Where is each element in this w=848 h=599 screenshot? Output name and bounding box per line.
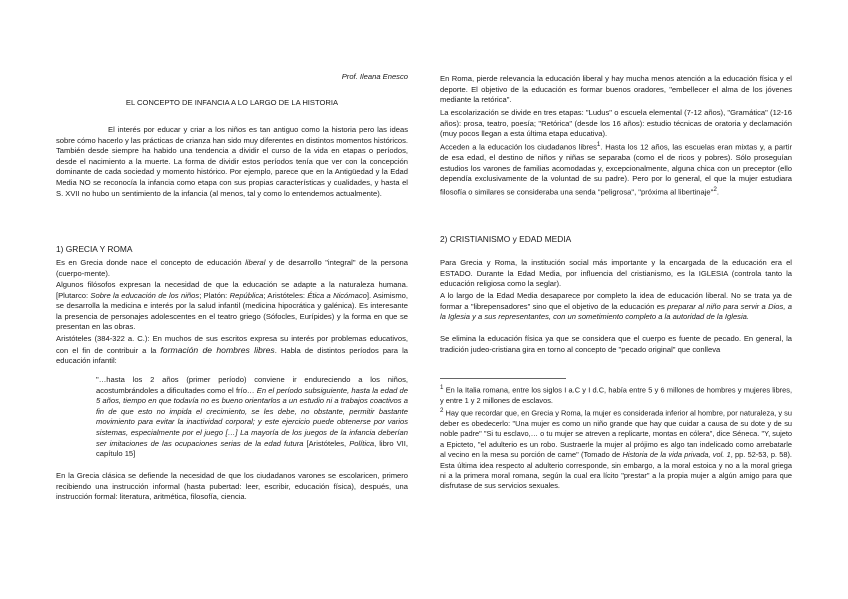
paragraph-acceso-educacion: Acceden a la educación los ciudadanos libres$^1$. Hasta los 12 años, las escuelas eran mixtas y, a partir de esa edad, el destino de niños y niñas se separaba (como el de ricos y pobres). Sólo proseguían estudios los varones de familias acomodadas y, excepcionalmente, alguna chica con un preceptor (ello dependía exclusivamente de la voluntad de su padre). Pero por lo general, el que la mujer estudiara filosofía o similares se consideraba una senda "peligrosa", "próxima al libertinaje"$^2$. — [440, 141, 792, 197]
footnote-1: $^1$ En la Italia romana, entre los siglos I a.C y I d.C, había entre 5 y 6 millones de hombres y mujeres libres, y entre 1 y 2 millones de esclavos. — [440, 384, 792, 405]
aristotle-quote: "…hasta los 2 años (primer período) conviene ir endureciendo a los niños, acostumbrándoles a dificultades como el frío… En el período subsiguiente, hasta la edad de 5 años, tiempo en que todavía no es bueno orientarlos a un estudio ni a trabajos coactivos a fin de que esto no impida el crecimiento, se les debe, no obstante, permitir bastante movimiento para evitar la inactividad corporal; y este ejercicio puede obtenerse por varios sistemas, especialmente por el juego […] La mayoría de los juegos de la infancia deberían ser imitaciones de las ocupaciones serias de la edad futura [Aristóteles, Política, libro VII, capítulo 15] — [96, 375, 408, 459]
footnote-divider — [440, 378, 566, 379]
paragraph-estado-iglesia: Para Grecia y Roma, la institución social más importante y la encargada de la educación era el ESTADO. Durante la Edad Media, por influencia del cristianismo, es la IGLESIA (controla tanto la educación religiosa como la seglar). — [440, 258, 792, 289]
document-title: EL CONCEPTO DE INFANCIA A LO LARGO DE LA HISTORIA — [125, 98, 339, 107]
paragraph-escolarizacion: La escolarización se divide en tres etapas: "Ludus" o escuela elemental (7-12 años), "Gramática" (12-16 años): prosa, teatro, poesía; "Retórica" (desde los 16 años): estudio técnicas de oratoria y declamación (muy pocos llegan a esta última etapa educativa). — [440, 108, 792, 139]
section-heading-cristianismo: 2) CRISTIANISMO y EDAD MEDIA — [440, 234, 572, 244]
footnote-ref-1: 1 — [596, 141, 601, 148]
paragraph-educacion-liberal: A lo largo de la Edad Media desaparece por completo la idea de educación liberal. No se trata ya de formar a "librepensadores" sino que el objetivo de la educación es preparar al niño para servir a Dios, a la Iglesia y a sus representantes, con un sometimiento completo a la autoridad de la Iglesia. — [440, 291, 792, 322]
section-heading-grecia-roma: 1) GRECIA Y ROMA — [56, 244, 133, 254]
paragraph-educacion-fisica: Se elimina la educación física ya que se considera que el cuerpo es fuente de pecado. En general, la tradición judeo-cristiana gira en torno al concepto de "pecado original" que conlleva — [440, 334, 792, 354]
paragraph-aristoteles: Aristóteles (384-322 a. C.): En muchos de sus escritos expresa su interés por problemas educativos, con el fin de contribuir a la formación de hombres libres. Habla de distintos períodos para la educación infantil: — [56, 334, 408, 366]
paragraph-grecia-clasica: En la Grecia clásica se defiende la necesidad de que los ciudadanos varones se escolaricen, primero recibiendo una instrucción informal (hasta pubertad: leer, escribir, educación física), después, una instrucción formal: literatura, aritmética, filosofía, ciencia. — [56, 471, 408, 502]
footnote-ref-2: 2 — [713, 185, 717, 193]
paragraph-concepto-liberal: Es en Grecia donde nace el concepto de educación liberal y de desarrollo "integral" de la persona (cuerpo-mente). — [56, 258, 409, 278]
intro-paragraph: El interés por educar y criar a los niños es tan antiguo como la historia pero las ideas sobre cómo hacerlo y las prácticas de crianza han sido muy diferentes en distintos momentos históricos. También desde siempre ha habido una tendencia a dividir el curso de la vida en etapas o períodos, desde el nacimiento a la muerte. La forma de dividir estos períodos tenía que ver con la concepción dominante de cada sociedad y momento histórico. Por ejemplo, parece que en la Antigüedad y la Edad Media NO se reconocía la infancia como etapa con sus propias características y cualidades, y hasta el S. XVII no hubo un sentimiento de la infancia (al menos, tal y como lo entendemos actualmente). — [56, 125, 408, 198]
paragraph-roma: En Roma, pierde relevancia la educación liberal y hay mucha menos atención a la educación física y el deporte. El objetivo de la educación es formar buenos oradores, "embellecer el alma de los jóvenes mediante la retórica". — [440, 74, 792, 105]
paragraph-filosofos: Algunos filósofos expresan la necesidad de que la educación se adapte a la naturaleza humana. [Plutarco: Sobre la educación de los niños; Platón: República; Aristóteles: Ética a Nicómaco]. Asimismo, se desarrolla la medicina e interés por la salud infantil (medicina hipocrática y galénica). Es interesante la presencia de personajes adolescentes en el teatro griego (Sófocles, Eurípides) y la forma en que se presentan en las obras. — [56, 280, 408, 332]
footnote-2: $^2$ Hay que recordar que, en Grecia y Roma, la mujer es considerada inferior al hombre, por naturaleza, y su deber es obedecerlo: "Una mujer es como un niño grande que hay que cuidar a causa de su dote y de su noble padre" "Si tu esclavo,… o tu mujer se atreven a replicarte, montas en cólera", dice Séneca. "Y, sujeto a Epicteto, "el adulterio es un robo. Sustraerle la mujer al prójimo es algo tan indelicado como arrebatarle al vecino en la mesa su porción de carne" (Tomado de Historia de la vida privada, vol. 1, pp. 52-53, p. 58). Esta última idea respecto al adulterio corresponde, sin embargo, a la moral estoica y no a la moral griega ni a la primera moral romana, según la cual era lícito "prestar" a la propia mujer a algún amigo para que disfrutase de sus servicios sexuales. — [440, 407, 792, 491]
author-name: Prof. Ileana Enesco — [341, 72, 408, 81]
